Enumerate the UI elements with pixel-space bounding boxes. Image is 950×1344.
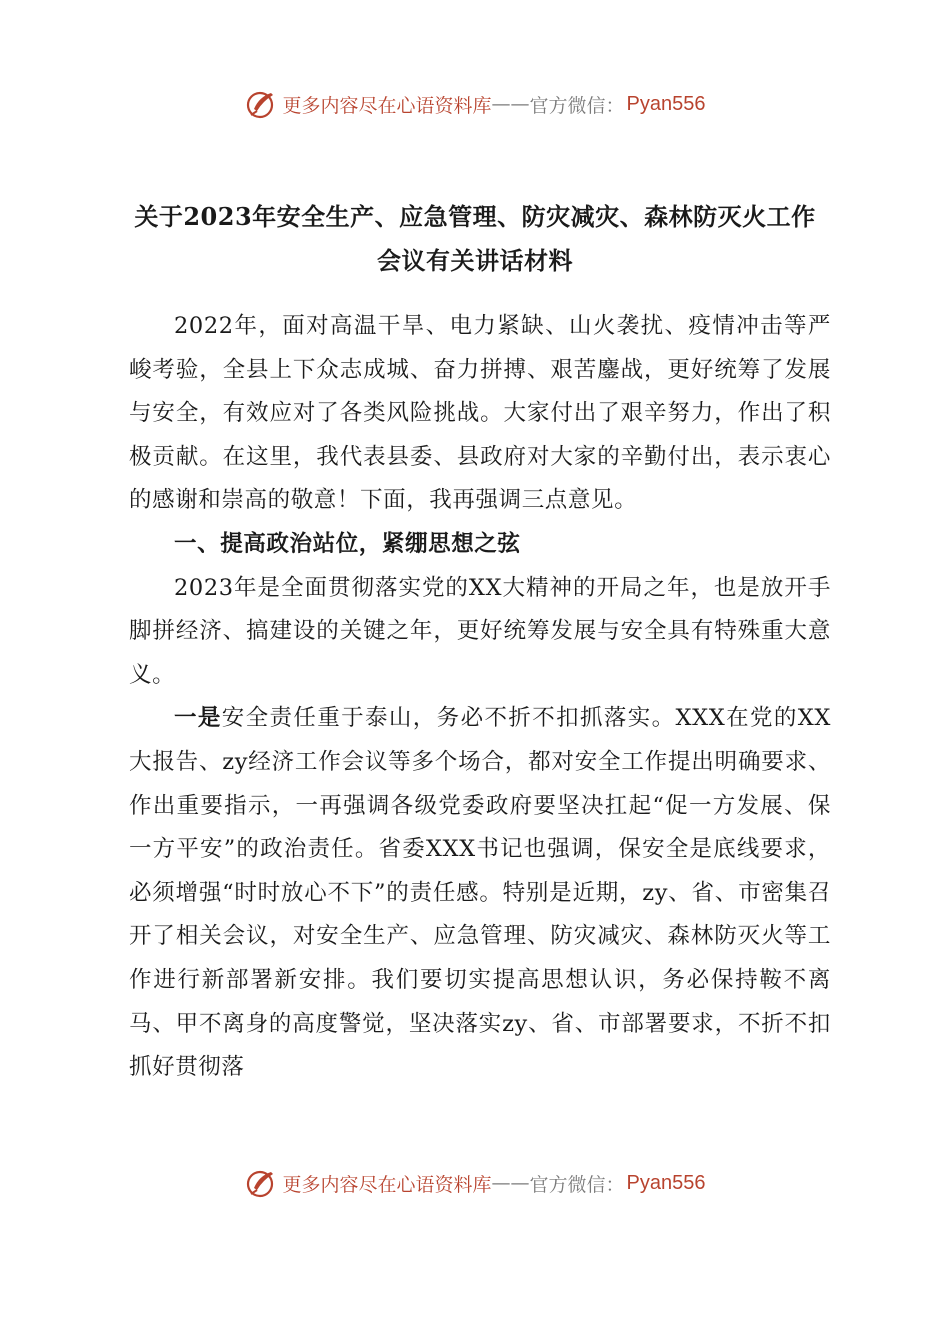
watermark-prefix: 更多内容尽在心语资料库 <box>282 94 492 117</box>
paragraph-3-body: 安全责任重于泰山，务必不折不扣抓落实。XXX在党的XX大报告、zy经济工作会议等多个场合，都对安全工作提出明确要求、作出重要指示，一再强调各级党委政府要坚决扛起“促一方发展、保一方平安”的政治责任。省委XXX书记也强调，保安全是底线要求，必须增强“时时放心不下”的责任感。特别是近期，zy、省、市密集召开了相关会议，对安全生产、应急管理、防灾减灾、森林防灭火等工作进行新部署新安排。我们要切实提高思想认识，务必保持鞍不离马、甲不离身的高度警觉，坚决落实zy、省、市部署要求，不折不扣抓好贯彻落 <box>129 705 831 1081</box>
paragraph-3-lead: 一是 <box>174 705 222 732</box>
paragraph-3 <box>129 697 831 1089</box>
paragraph-2: 2023年是全面贯彻落实党的XX大精神的开局之年，也是放开手脚拼经济、搞建设的关键之年，更好统筹发展与安全具有特殊重大意义。 <box>129 574 831 688</box>
watermark-wechat-id: Pyan556 <box>626 1171 706 1194</box>
section-heading-1: 一、提高政治站位，紧绷思想之弦 <box>174 530 521 557</box>
watermark-wechat-id: Pyan556 <box>626 92 706 115</box>
document-title-line1: 关于2023年安全生产、应急管理、防灾减灾、森林防灭火工作 <box>134 202 816 231</box>
document-body <box>129 305 831 1090</box>
watermark-middle: 官方微信： <box>529 1173 625 1196</box>
paragraph-1: 2022年，面对高温干旱、电力紧缺、山火袭扰、疫情冲击等严峻考验，全县上下众志成城、奋力拼搏、艰苦鏖战，更好统筹了发展与安全，有效应对了各类风险挑战。大家付出了艰辛努力，作出了积极贡献。在这里，我代表县委、县政府对大家的辛勤付出，表示衷心的感谢和崇高的敬意！下面，我再强调三点意见。 <box>129 313 831 514</box>
watermark-separator: —— <box>491 1172 530 1194</box>
pen-logo-icon <box>245 1166 279 1200</box>
watermark-separator: —— <box>491 93 530 115</box>
document-title-line2: 会议有关讲话材料 <box>377 246 573 275</box>
pen-logo-icon <box>245 87 279 121</box>
watermark-prefix: 更多内容尽在心语资料库 <box>282 1173 492 1196</box>
watermark-middle: 官方微信： <box>529 94 625 117</box>
watermark-banner-top <box>0 84 950 124</box>
watermark-banner-bottom <box>0 1163 950 1203</box>
